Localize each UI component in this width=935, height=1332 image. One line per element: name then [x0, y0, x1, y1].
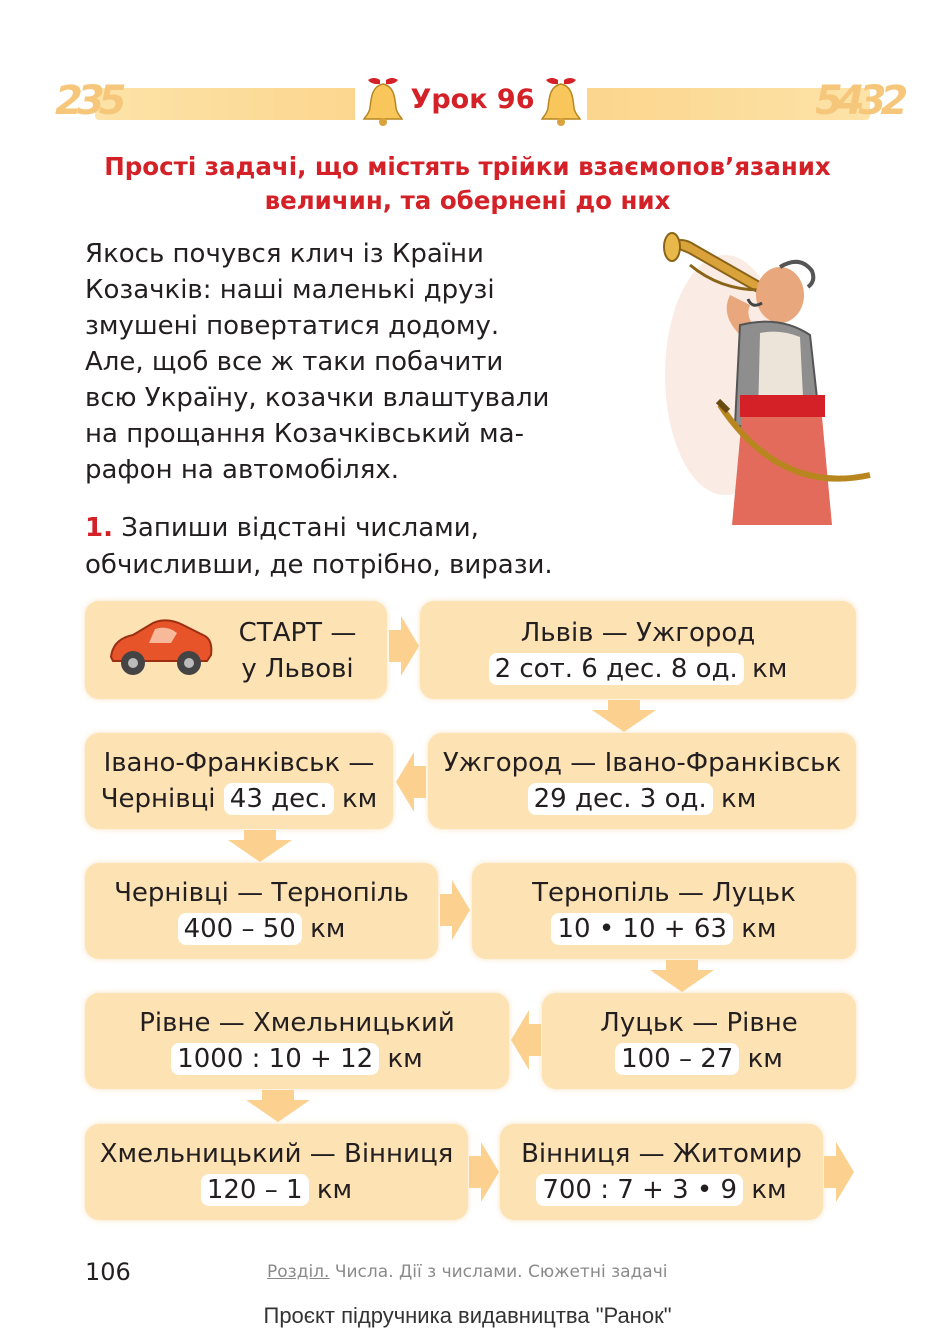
lesson-title: Урок 96 [410, 84, 535, 115]
route-leg-unit: км [747, 1044, 783, 1074]
arrow-right-icon [469, 1142, 499, 1202]
footer-section [267, 1262, 667, 1282]
route-leg-unit: км [751, 1175, 787, 1205]
page-number: 106 [85, 1258, 131, 1286]
task-text-line: Запиши відстані числами, [112, 513, 479, 543]
arrow-down-icon [228, 830, 292, 862]
intro-paragraph [85, 236, 565, 488]
route-leg-box [85, 733, 393, 829]
intro-line: всю Україну, козачки влаштували [85, 383, 550, 413]
route-leg-box [472, 863, 856, 959]
lesson-topic [60, 150, 875, 218]
bell-icon [538, 76, 584, 128]
intro-line: змушені повертатися додому. [85, 311, 500, 341]
route-leg-value: 400 – 50 [178, 913, 302, 945]
arrow-down-icon [650, 960, 714, 992]
route-leg-box [428, 733, 856, 829]
route-leg-box [85, 1124, 468, 1220]
route-leg-title: Хмельницький — Вінниця [99, 1139, 454, 1169]
route-leg-box [542, 993, 856, 1089]
arrow-down-icon [246, 1090, 310, 1122]
route-leg-value: 700 : 7 + 3 • 9 [536, 1174, 743, 1206]
route-leg-unit: км [387, 1044, 423, 1074]
route-leg-value: 2 сот. 6 дес. 8 од. [489, 653, 744, 685]
route-leg-box [500, 1124, 823, 1220]
publisher-note: Проєкт підручника видавництва "Ранок" [263, 1303, 672, 1328]
arrow-left-icon [511, 1010, 541, 1070]
footer-section-text: Числа. Дії з числами. Сюжетні задачі [329, 1262, 668, 1282]
arrow-right-icon [824, 1142, 854, 1202]
route-leg-value: 29 дес. 3 од. [528, 783, 713, 815]
intro-line: Козачків: наші маленькі друзі [85, 275, 495, 305]
route-leg-title: Вінниця — Житомир [521, 1139, 802, 1169]
lesson-topic-line: Прості задачі, що містять трійки взаємопов’язаних [104, 152, 831, 181]
route-leg-title: Чернівці [100, 784, 216, 814]
route-leg-box [420, 601, 856, 699]
footer-section-label: Розділ. [267, 1262, 330, 1282]
task-number: 1. [85, 513, 113, 543]
arrow-right-icon [389, 616, 419, 676]
route-leg-value: 10 • 10 + 63 [551, 913, 732, 945]
header-digits-left: 235 [55, 78, 121, 124]
route-leg-title: Івано-Франківськ — [103, 748, 375, 778]
arrow-right-icon [440, 880, 470, 940]
lesson-topic-line: величин, та обернені до них [264, 186, 671, 215]
route-leg-value: 43 дес. [224, 783, 334, 815]
toy-car-icon [105, 617, 215, 681]
route-leg-unit: км [741, 914, 777, 944]
route-leg-title: Ужгород — Івано-Франківськ [442, 748, 842, 778]
intro-line: Але, щоб все ж таки побачити [85, 347, 504, 377]
route-leg-unit: км [721, 784, 757, 814]
route-leg-box [85, 993, 509, 1089]
cossack-trumpeter-illustration [630, 225, 880, 525]
arrow-left-icon [396, 752, 426, 812]
route-leg-title: Рівне — Хмельницький [139, 1008, 455, 1038]
route-leg-unit: км [316, 1175, 353, 1205]
intro-line: Якось почувся клич із Країни [85, 239, 484, 269]
route-leg-title: Тернопіль — Луцьк [532, 878, 796, 908]
route-leg-value: 100 – 27 [615, 1043, 739, 1075]
intro-line: рафон на автомобілях. [85, 455, 400, 485]
route-leg-unit: км [752, 654, 788, 684]
route-start-line: у Львові [241, 654, 354, 684]
bell-icon [360, 76, 406, 128]
route-leg-box [85, 863, 438, 959]
route-leg-value: 120 – 1 [201, 1174, 309, 1206]
arrow-down-icon [592, 700, 656, 732]
route-leg-unit: км [341, 784, 378, 814]
route-leg-value: 1000 : 10 + 12 [171, 1043, 379, 1075]
header-digits-right: 5432 [815, 78, 903, 124]
task-text-line: обчисливши, де потрібно, вирази. [85, 550, 553, 580]
task-1 [85, 510, 605, 584]
intro-line: на прощання Козачківський ма- [85, 419, 524, 449]
route-leg-title: Львів — Ужгород [520, 618, 756, 648]
route-start-box [85, 601, 387, 699]
route-start-line: СТАРТ — [238, 618, 357, 648]
route-leg-title: Луцьк — Рівне [600, 1008, 798, 1038]
route-leg-unit: км [310, 914, 346, 944]
route-leg-title: Чернівці — Тернопіль [114, 878, 409, 908]
